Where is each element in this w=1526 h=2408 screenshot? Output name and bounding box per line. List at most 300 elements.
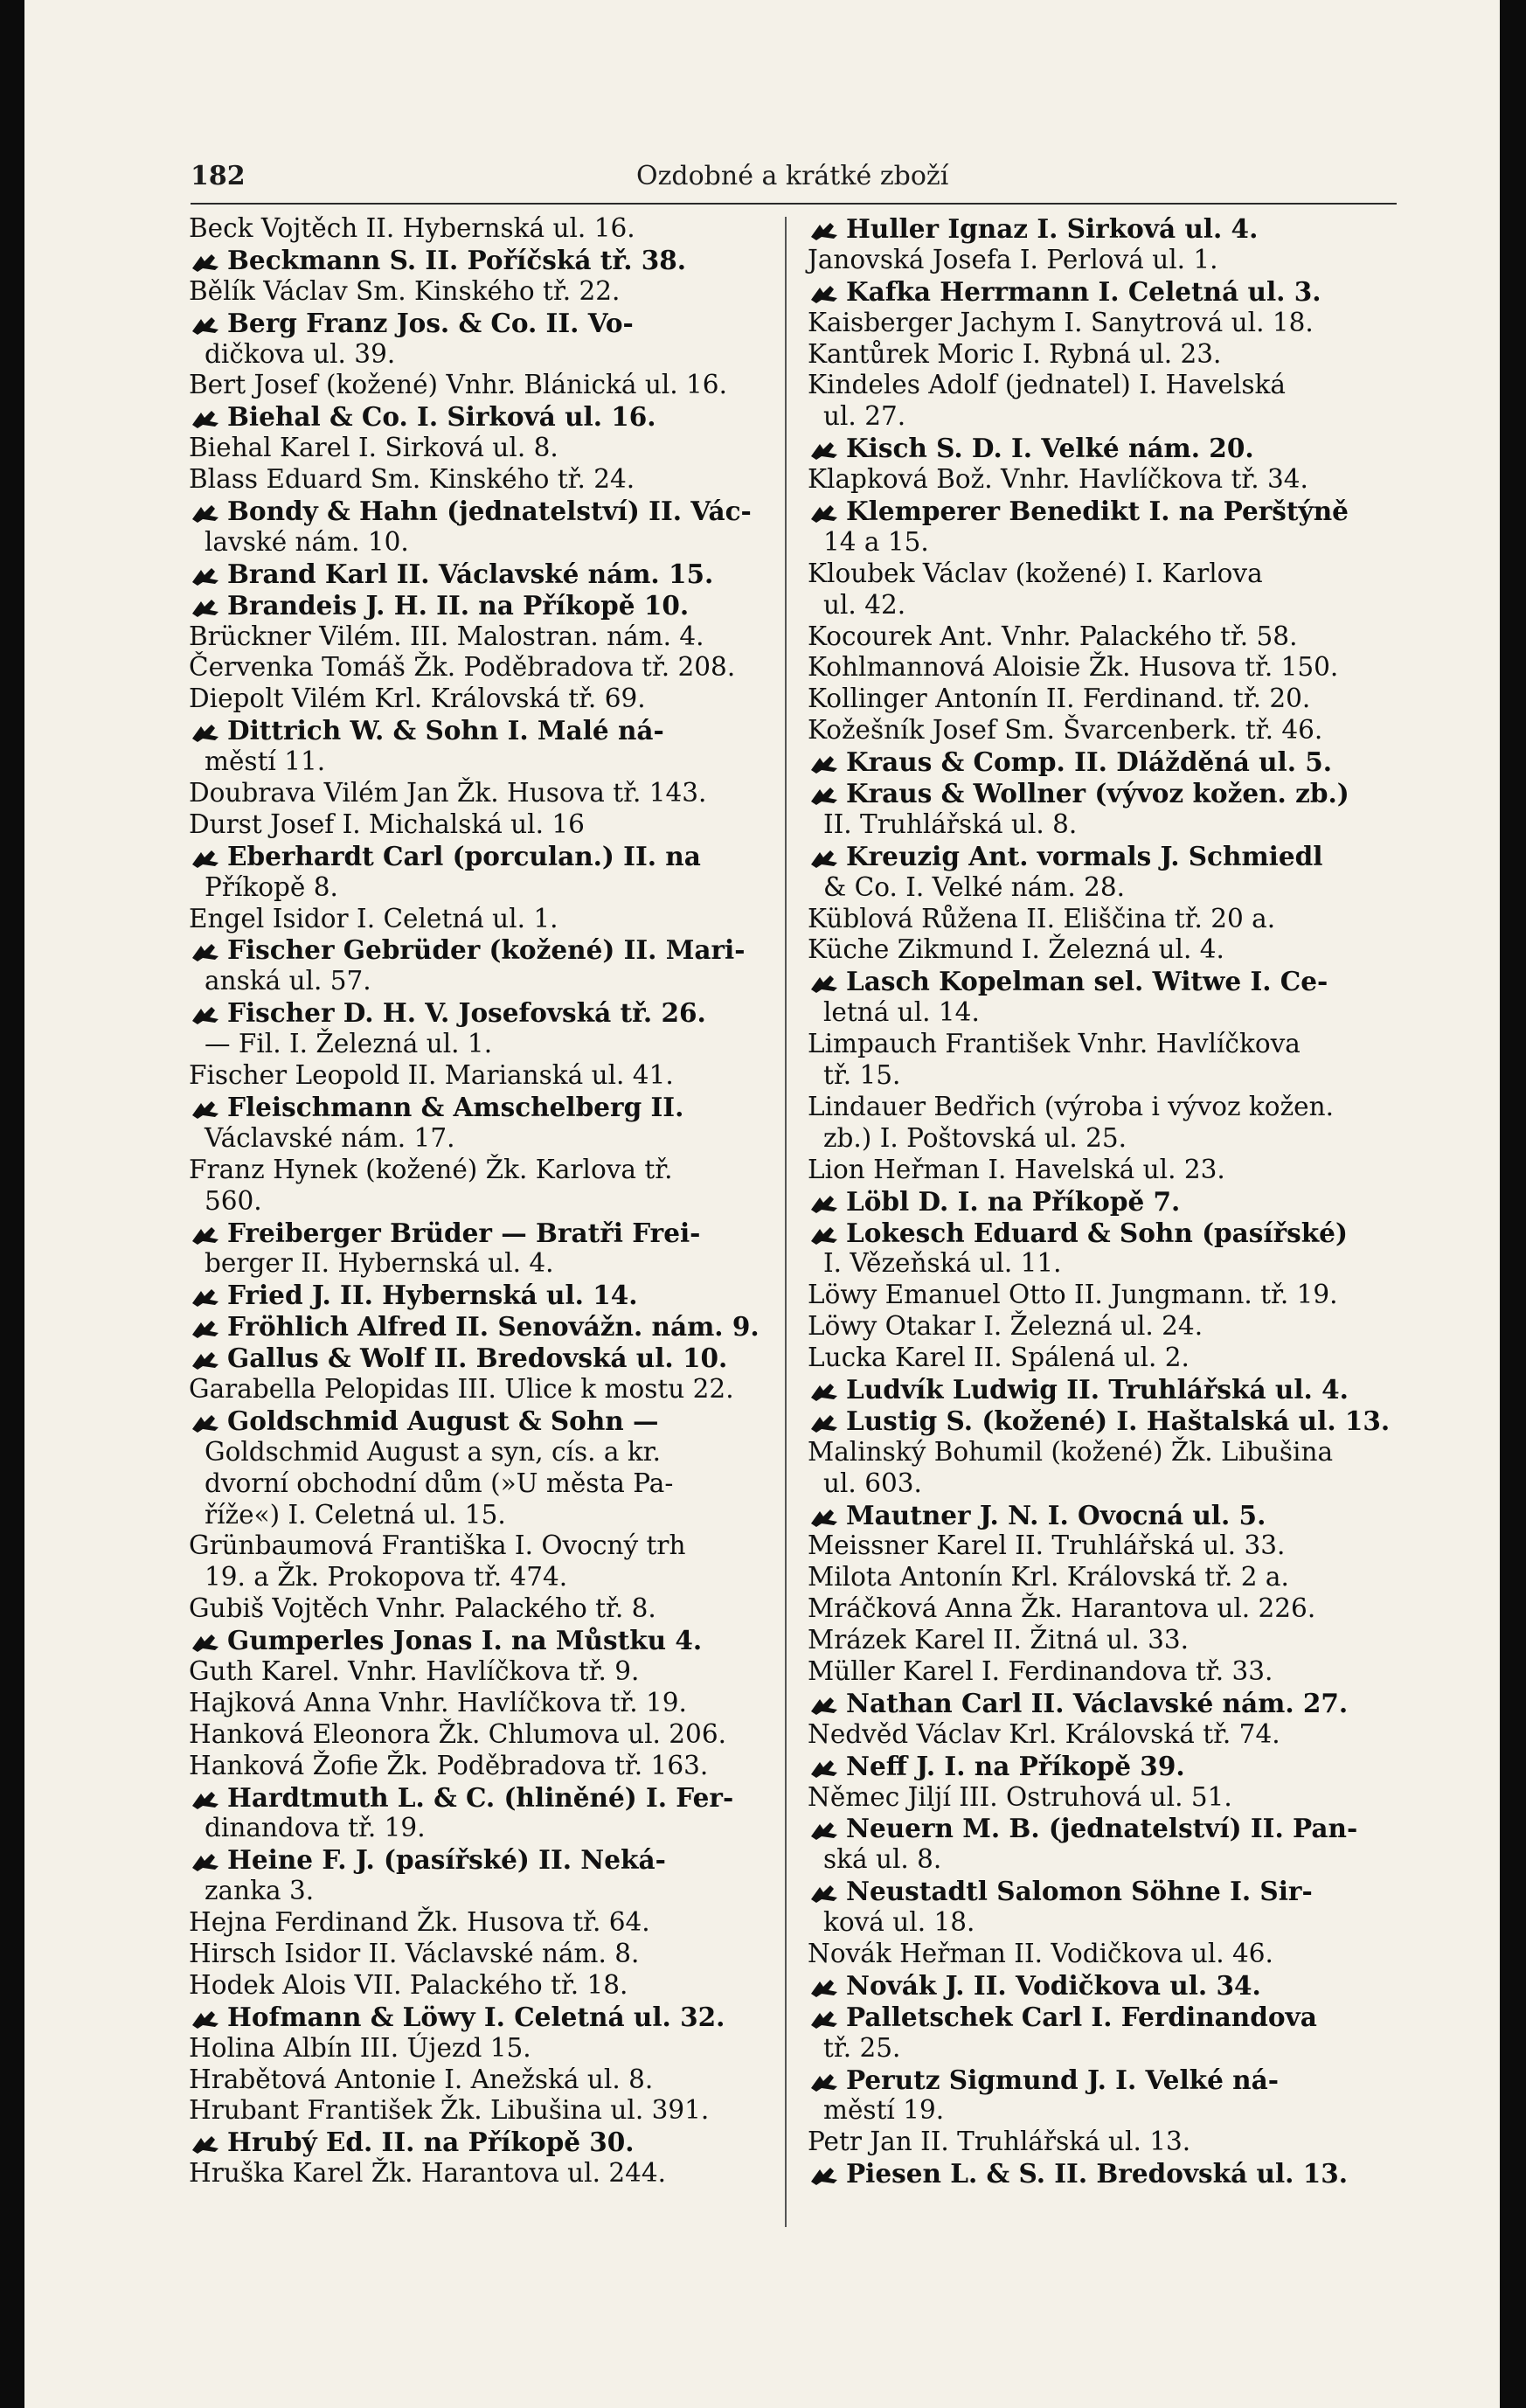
entry-text: Eberhardt Carl (porculan.) II. na bbox=[227, 840, 701, 871]
directory-entry-line bbox=[189, 966, 770, 997]
entry-text: Lion Heřman I. Havelská ul. 23. bbox=[808, 1154, 1225, 1184]
entry-text: Biehal Karel I. Sirková ul. 8. bbox=[189, 433, 558, 463]
entry-text: Goldschmid August & Sohn — bbox=[227, 1405, 659, 1436]
directory-entry-line bbox=[808, 1123, 1402, 1155]
directory-entry-line bbox=[189, 464, 770, 496]
directory-entry-line bbox=[189, 370, 770, 401]
directory-entry-line bbox=[189, 1186, 770, 1218]
pointing-hand-icon bbox=[808, 1757, 846, 1780]
directory-entry-line bbox=[808, 1751, 1402, 1782]
directory-entry-line bbox=[189, 1844, 770, 1876]
directory-entry-line bbox=[189, 652, 770, 684]
entry-text: Goldschmid August a syn, cís. a kr. bbox=[205, 1436, 661, 1467]
entry-text: Kindeles Adolf (jednatel) I. Havelská bbox=[808, 370, 1287, 400]
directory-entry-line bbox=[189, 1751, 770, 1782]
directory-entry-line bbox=[808, 1218, 1402, 1249]
directory-entry-line bbox=[189, 2002, 770, 2033]
entry-text: Hajková Anna Vnhr. Havlíčkova tř. 19. bbox=[189, 1687, 687, 1718]
pointing-hand-icon bbox=[808, 1819, 846, 1842]
entry-text: Hofmann & Löwy I. Celetná ul. 32. bbox=[227, 2001, 725, 2032]
directory-entry-line bbox=[189, 809, 770, 841]
directory-entry-line bbox=[189, 1688, 770, 1719]
entry-text: Fischer Leopold II. Marianská ul. 41. bbox=[189, 1060, 674, 1091]
pointing-hand-icon bbox=[808, 1882, 846, 1905]
entry-text: II. Truhlářská ul. 8. bbox=[823, 808, 1078, 839]
pointing-hand-icon bbox=[189, 721, 227, 744]
directory-entry-line bbox=[189, 245, 770, 276]
entry-text: Hruška Karel Žk. Harantova ul. 244. bbox=[189, 2158, 667, 2189]
directory-entry-line bbox=[808, 1468, 1402, 1500]
entry-text: městí 19. bbox=[823, 2095, 945, 2126]
directory-entry-line bbox=[189, 2095, 770, 2127]
directory-entry-line bbox=[808, 872, 1402, 904]
pointing-hand-icon bbox=[808, 2071, 846, 2093]
pointing-hand-icon bbox=[189, 847, 227, 870]
entry-text: zanka 3. bbox=[205, 1876, 315, 1906]
pointing-hand-icon bbox=[189, 1224, 227, 1246]
directory-entry-line bbox=[189, 1530, 770, 1562]
entry-text: Doubrava Vilém Jan Žk. Husova tř. 143. bbox=[189, 778, 707, 808]
directory-entry-line bbox=[808, 1688, 1402, 1719]
directory-entry-line bbox=[808, 1280, 1402, 1311]
entry-text: Durst Josef I. Michalská ul. 16 bbox=[189, 808, 585, 839]
directory-entry-line bbox=[808, 1813, 1402, 1844]
page-title: Ozdobné a krátké zboží bbox=[636, 161, 949, 191]
entry-text: Löwy Otakar I. Železná ul. 24. bbox=[808, 1311, 1203, 1342]
pointing-hand-icon bbox=[808, 847, 846, 870]
directory-entry-line bbox=[808, 1719, 1402, 1751]
entry-text: tř. 25. bbox=[823, 2032, 901, 2063]
pointing-hand-icon bbox=[189, 596, 227, 619]
directory-entry-line bbox=[189, 621, 770, 653]
entry-text: Holina Albín III. Újezd 15. bbox=[189, 2032, 531, 2063]
entry-text: Nathan Carl II. Václavské nám. 27. bbox=[846, 1687, 1349, 1718]
directory-entry-line bbox=[808, 934, 1402, 966]
pointing-hand-icon bbox=[808, 502, 846, 524]
directory-entry-line bbox=[189, 1029, 770, 1060]
directory-entry-line bbox=[808, 213, 1402, 245]
directory-entry-line bbox=[808, 1593, 1402, 1625]
entry-text: Mráčková Anna Žk. Harantova ul. 226. bbox=[808, 1593, 1316, 1624]
directory-entry-line bbox=[189, 746, 770, 778]
entry-text: Lindauer Bedřich (výroba i vývoz kožen. bbox=[808, 1091, 1334, 1121]
directory-entry-line bbox=[808, 1500, 1402, 1531]
entry-text: Heine F. J. (pasířské) II. Neká- bbox=[227, 1844, 666, 1876]
entry-text: Novák Heřman II. Vodičkova ul. 46. bbox=[808, 1938, 1273, 1968]
entry-text: Dittrich W. & Sohn I. Malé ná- bbox=[227, 715, 664, 746]
entry-text: Beckmann S. II. Poříčská tř. 38. bbox=[227, 244, 687, 275]
directory-entry-line bbox=[189, 1280, 770, 1311]
directory-entry-line bbox=[189, 433, 770, 464]
entry-text: Kraus & Wollner (vývoz kožen. zb.) bbox=[846, 778, 1349, 809]
entry-text: Janovská Josefa I. Perlová ul. 1. bbox=[808, 244, 1218, 274]
entry-text: Brandeis J. H. II. na Příkopě 10. bbox=[227, 589, 690, 621]
directory-entry-line bbox=[808, 652, 1402, 684]
entry-text: městí 11. bbox=[205, 746, 326, 777]
column-divider bbox=[785, 217, 787, 2227]
pointing-hand-icon bbox=[189, 565, 227, 587]
entry-text: Gubiš Vojtěch Vnhr. Palackého tř. 8. bbox=[189, 1593, 656, 1624]
entry-text: Fried J. II. Hybernská ul. 14. bbox=[227, 1280, 638, 1311]
directory-entry-line bbox=[808, 1248, 1402, 1280]
directory-entry-line bbox=[808, 1876, 1402, 1907]
entry-text: Berg Franz Jos. & Co. II. Vo- bbox=[227, 307, 634, 338]
entry-text: Lokesch Eduard & Sohn (pasířské) bbox=[846, 1217, 1348, 1248]
directory-entry-line bbox=[808, 1311, 1402, 1343]
pointing-hand-icon bbox=[808, 1380, 846, 1403]
directory-entry-line bbox=[189, 1248, 770, 1280]
entry-text: Kožešník Josef Sm. Švarcenberk. tř. 46. bbox=[808, 715, 1323, 746]
directory-entry-line bbox=[189, 997, 770, 1029]
entry-text: Kisch S. D. I. Velké nám. 20. bbox=[846, 433, 1254, 464]
pointing-hand-icon bbox=[808, 219, 846, 242]
pointing-hand-icon bbox=[808, 439, 846, 461]
directory-entry-line bbox=[189, 213, 770, 245]
directory-entry-line bbox=[808, 2064, 1402, 2096]
pointing-hand-icon bbox=[808, 1506, 846, 1529]
directory-entry-line bbox=[808, 2095, 1402, 2127]
directory-entry-line bbox=[808, 684, 1402, 715]
entry-text: I. Vězeňská ul. 11. bbox=[823, 1248, 1062, 1279]
directory-entry-line bbox=[189, 590, 770, 621]
pointing-hand-icon bbox=[189, 940, 227, 963]
directory-entry-line bbox=[189, 276, 770, 308]
entry-text: Fleischmann & Amschelberg II. bbox=[227, 1091, 684, 1122]
directory-entry-line bbox=[808, 1405, 1402, 1437]
directory-entry-line bbox=[189, 1437, 770, 1468]
directory-entry-line bbox=[189, 559, 770, 590]
directory-entry-line bbox=[808, 1844, 1402, 1876]
pointing-hand-icon bbox=[808, 1694, 846, 1717]
entry-text: Perutz Sigmund J. I. Velké ná- bbox=[846, 2064, 1279, 2095]
entry-text: Lucka Karel II. Spálená ul. 2. bbox=[808, 1343, 1190, 1373]
entry-text: Neff J. I. na Příkopě 39. bbox=[846, 1750, 1185, 1781]
page-number: 182 bbox=[191, 161, 246, 191]
entry-text: tř. 15. bbox=[823, 1060, 901, 1091]
pointing-hand-icon bbox=[189, 1317, 227, 1340]
directory-entry-line bbox=[189, 1092, 770, 1123]
directory-entry-line bbox=[189, 1813, 770, 1844]
entry-text: Kocourek Ant. Vnhr. Palackého tř. 58. bbox=[808, 621, 1298, 651]
entry-text: Brückner Vilém. III. Malostran. nám. 4. bbox=[189, 621, 704, 651]
directory-entry-line bbox=[808, 1656, 1402, 1688]
entry-text: Franz Hynek (kožené) Žk. Karlova tř. bbox=[189, 1154, 673, 1184]
directory-entry-line bbox=[189, 1060, 770, 1092]
directory-entry-line bbox=[189, 1218, 770, 1249]
entry-text: Palletschek Carl I. Ferdinandova bbox=[846, 2001, 1317, 2032]
entry-text: Neustadtl Salomon Söhne I. Sir- bbox=[846, 1876, 1313, 1907]
entry-text: 19. a Žk. Prokopova tř. 474. bbox=[205, 1562, 568, 1593]
pointing-hand-icon bbox=[808, 753, 846, 775]
entry-text: Gumperles Jonas I. na Můstku 4. bbox=[227, 1625, 703, 1656]
directory-entry-line bbox=[808, 1343, 1402, 1374]
directory-entry-line bbox=[189, 2033, 770, 2064]
entry-text: Hrubant František Žk. Libušina ul. 391. bbox=[189, 2095, 710, 2126]
directory-entry-line bbox=[189, 1970, 770, 2002]
directory-entry-line bbox=[189, 684, 770, 715]
directory-entry-line bbox=[808, 245, 1402, 276]
directory-entry-line bbox=[808, 966, 1402, 997]
directory-entry-line bbox=[808, 1186, 1402, 1218]
directory-entry-line bbox=[808, 1374, 1402, 1405]
entry-text: berger II. Hybernská ul. 4. bbox=[205, 1248, 554, 1279]
directory-entry-line bbox=[808, 590, 1402, 621]
pointing-hand-icon bbox=[189, 1850, 227, 1873]
directory-entry-line bbox=[189, 1656, 770, 1688]
directory-entry-line bbox=[808, 559, 1402, 590]
entry-text: Lasch Kopelman sel. Witwe I. Ce- bbox=[846, 966, 1328, 997]
pointing-hand-icon bbox=[189, 1631, 227, 1654]
pointing-hand-icon bbox=[808, 2164, 846, 2187]
directory-entry-line bbox=[808, 1155, 1402, 1186]
directory-entry-line bbox=[189, 2127, 770, 2158]
directory-entry-line bbox=[808, 1060, 1402, 1092]
entry-text: Hejna Ferdinand Žk. Husova tř. 64. bbox=[189, 1907, 650, 1938]
entry-text: Diepolt Vilém Krl. Královská tř. 69. bbox=[189, 684, 646, 714]
entry-text: Fischer Gebrüder (kožené) II. Mari- bbox=[227, 934, 746, 966]
directory-entry-line bbox=[189, 1593, 770, 1625]
entry-text: Milota Antonín Krl. Královská tř. 2 a. bbox=[808, 1562, 1289, 1593]
pointing-hand-icon bbox=[808, 1976, 846, 1999]
entry-text: Engel Isidor I. Celetná ul. 1. bbox=[189, 903, 558, 933]
entry-text: Küblová Růžena II. Eliščina tř. 20 a. bbox=[808, 903, 1276, 933]
directory-entry-line bbox=[808, 715, 1402, 746]
entry-text: ská ul. 8. bbox=[823, 1844, 942, 1875]
directory-entry-line bbox=[808, 308, 1402, 339]
directory-entry-line bbox=[808, 809, 1402, 841]
directory-entry-line bbox=[189, 1876, 770, 1907]
entry-text: Bondy & Hahn (jednatelství) II. Vác- bbox=[227, 496, 752, 527]
directory-entry-line bbox=[189, 904, 770, 935]
directory-entry-line bbox=[808, 496, 1402, 527]
entry-text: ul. 603. bbox=[823, 1468, 922, 1498]
directory-entry-line bbox=[189, 401, 770, 433]
directory-entry-line bbox=[189, 1939, 770, 1970]
directory-entry-line bbox=[808, 433, 1402, 464]
directory-entry-line bbox=[189, 1625, 770, 1656]
directory-entry-line bbox=[808, 841, 1402, 872]
entry-text: Klemperer Benedikt I. na Perštýně bbox=[846, 496, 1349, 527]
entry-text: dičkova ul. 39. bbox=[205, 338, 396, 369]
directory-entry-line bbox=[808, 2158, 1402, 2189]
directory-entry-line bbox=[189, 934, 770, 966]
entry-text: Lustig S. (kožené) I. Haštalská ul. 13. bbox=[846, 1405, 1391, 1436]
entry-text: Červenka Tomáš Žk. Poděbradova tř. 208. bbox=[189, 652, 736, 683]
directory-entry-line bbox=[189, 1719, 770, 1751]
directory-entry-line bbox=[808, 1907, 1402, 1939]
entry-text: Grünbaumová Františka I. Ovocný trh bbox=[189, 1530, 686, 1561]
entry-text: Hrabětová Antonie I. Anežská ul. 8. bbox=[189, 2064, 654, 2094]
entry-text: Piesen L. & S. II. Bredovská ul. 13. bbox=[846, 2158, 1349, 2189]
pointing-hand-icon bbox=[189, 1788, 227, 1811]
entry-text: Němec Jiljí III. Ostruhová ul. 51. bbox=[808, 1781, 1232, 1812]
entry-text: dvorní obchodní dům (»U města Pa- bbox=[205, 1468, 674, 1498]
entry-text: Huller Ignaz I. Sirková ul. 4. bbox=[846, 213, 1259, 244]
pointing-hand-icon bbox=[189, 1286, 227, 1308]
entry-text: Hanková Eleonora Žk. Chlumova ul. 206. bbox=[189, 1718, 726, 1749]
entry-text: Klapková Bož. Vnhr. Havlíčkova tř. 34. bbox=[808, 464, 1308, 495]
directory-entry-line bbox=[808, 621, 1402, 653]
entry-text: lavské nám. 10. bbox=[205, 526, 409, 557]
entry-text: dinandova tř. 19. bbox=[205, 1813, 426, 1843]
pointing-hand-icon bbox=[189, 502, 227, 524]
directory-entry-line bbox=[189, 1123, 770, 1155]
directory-entry-line bbox=[189, 2158, 770, 2189]
pointing-hand-icon bbox=[189, 2133, 227, 2155]
pointing-hand-icon bbox=[189, 1349, 227, 1371]
directory-entry-line bbox=[189, 308, 770, 339]
entry-text: 560. bbox=[205, 1185, 262, 1216]
entry-text: Novák J. II. Vodičkova ul. 34. bbox=[846, 1969, 1261, 2001]
directory-entry-line bbox=[808, 1782, 1402, 1814]
directory-entry-line bbox=[189, 496, 770, 527]
entry-text: Löwy Emanuel Otto II. Jungmann. tř. 19. bbox=[808, 1280, 1338, 1310]
directory-entry-line bbox=[189, 841, 770, 872]
entry-text: Ludvík Ludwig II. Truhlářská ul. 4. bbox=[846, 1373, 1349, 1405]
entry-text: Bělík Václav Sm. Kinského tř. 22. bbox=[189, 275, 621, 306]
page-header bbox=[191, 150, 1397, 203]
entry-text: Guth Karel. Vnhr. Havlíčkova tř. 9. bbox=[189, 1655, 640, 1686]
entry-text: ková ul. 18. bbox=[823, 1907, 975, 1938]
left-column bbox=[189, 213, 770, 2189]
entry-text: Kantůrek Moric I. Rybná ul. 23. bbox=[808, 338, 1222, 369]
entry-text: ul. 42. bbox=[823, 589, 906, 620]
entry-text: — Fil. I. Železná ul. 1. bbox=[205, 1029, 493, 1059]
entry-text: letná ul. 14. bbox=[823, 997, 980, 1028]
directory-entry-line bbox=[808, 1625, 1402, 1656]
pointing-hand-icon bbox=[189, 1098, 227, 1121]
directory-entry-line bbox=[189, 1374, 770, 1405]
pointing-hand-icon bbox=[189, 407, 227, 430]
entry-text: Gallus & Wolf II. Bredovská ul. 10. bbox=[227, 1343, 728, 1374]
entry-text: Müller Karel I. Ferdinandova tř. 33. bbox=[808, 1655, 1273, 1686]
directory-entry-line bbox=[189, 1907, 770, 1939]
directory-entry-line bbox=[189, 1155, 770, 1186]
pointing-hand-icon bbox=[189, 1412, 227, 1434]
directory-entry-line bbox=[808, 778, 1402, 809]
entry-text: Mautner J. N. I. Ovocná ul. 5. bbox=[846, 1499, 1266, 1530]
pointing-hand-icon bbox=[808, 972, 846, 995]
directory-entry-line bbox=[808, 2127, 1402, 2158]
pointing-hand-icon bbox=[808, 1192, 846, 1215]
pointing-hand-icon bbox=[808, 784, 846, 807]
entry-text: Nedvěd Václav Krl. Královská tř. 74. bbox=[808, 1718, 1280, 1749]
right-column bbox=[808, 213, 1402, 2189]
directory-entry-line bbox=[189, 1500, 770, 1531]
directory-entry-line bbox=[808, 339, 1402, 371]
pointing-hand-icon bbox=[808, 282, 846, 305]
entry-text: Kafka Herrmann I. Celetná ul. 3. bbox=[846, 275, 1321, 307]
directory-entry-line bbox=[189, 1311, 770, 1343]
entry-text: Blass Eduard Sm. Kinského tř. 24. bbox=[189, 464, 635, 495]
entry-text: Kaisberger Jachym I. Sanytrová ul. 18. bbox=[808, 307, 1314, 337]
directory-entry-line bbox=[189, 2064, 770, 2096]
directory-entry-line bbox=[808, 904, 1402, 935]
directory-entry-line bbox=[189, 778, 770, 809]
entry-text: Meissner Karel II. Truhlářská ul. 33. bbox=[808, 1530, 1286, 1561]
directory-entry-line bbox=[808, 527, 1402, 559]
entry-text: Biehal & Co. I. Sirková ul. 16. bbox=[227, 401, 656, 433]
entry-text: zb.) I. Poštovská ul. 25. bbox=[823, 1122, 1127, 1153]
directory-entry-line bbox=[808, 2002, 1402, 2033]
directory-entry-line bbox=[808, 746, 1402, 778]
directory-entry-line bbox=[189, 527, 770, 559]
directory-entry-line bbox=[808, 464, 1402, 496]
directory-entry-line bbox=[808, 2033, 1402, 2064]
directory-entry-line bbox=[808, 370, 1402, 401]
directory-entry-line bbox=[189, 1782, 770, 1814]
pointing-hand-icon bbox=[189, 314, 227, 337]
directory-entry-line bbox=[808, 1530, 1402, 1562]
directory-page bbox=[24, 0, 1500, 2408]
entry-text: Küche Zikmund I. Železná ul. 4. bbox=[808, 934, 1224, 965]
entry-text: Limpauch František Vnhr. Havlíčkova bbox=[808, 1029, 1301, 1059]
pointing-hand-icon bbox=[189, 251, 227, 274]
entry-text: Hanková Žofie Žk. Poděbradova tř. 163. bbox=[189, 1750, 709, 1780]
directory-entry-line bbox=[808, 1562, 1402, 1593]
entry-text: Petr Jan II. Truhlářská ul. 13. bbox=[808, 2127, 1191, 2157]
pointing-hand-icon bbox=[808, 1412, 846, 1434]
entry-text: Václavské nám. 17. bbox=[205, 1122, 455, 1153]
entry-text: Fröhlich Alfred II. Senovážn. nám. 9. bbox=[227, 1311, 760, 1343]
directory-entry-line bbox=[808, 401, 1402, 433]
entry-text: Löbl D. I. na Příkopě 7. bbox=[846, 1185, 1181, 1217]
entry-text: Kohlmannová Aloisie Žk. Husova tř. 150. bbox=[808, 652, 1339, 683]
entry-text: Malinský Bohumil (kožené) Žk. Libušina bbox=[808, 1436, 1334, 1467]
directory-entry-line bbox=[808, 1939, 1402, 1970]
directory-entry-line bbox=[808, 997, 1402, 1029]
entry-text: Fischer D. H. V. Josefovská tř. 26. bbox=[227, 997, 706, 1029]
directory-entry-line bbox=[189, 715, 770, 746]
entry-text: Freiberger Brüder — Bratři Frei- bbox=[227, 1217, 701, 1248]
pointing-hand-icon bbox=[808, 2008, 846, 2030]
directory-entry-line bbox=[189, 1405, 770, 1437]
directory-entry-line bbox=[808, 1029, 1402, 1060]
directory-entry-line bbox=[808, 1970, 1402, 2002]
directory-entry-line bbox=[189, 1468, 770, 1500]
directory-entry-line bbox=[808, 1437, 1402, 1468]
entry-text: 14 a 15. bbox=[823, 526, 929, 557]
entry-text: Kraus & Comp. II. Dlážděná ul. 5. bbox=[846, 746, 1333, 778]
entry-text: Hrubý Ed. II. na Příkopě 30. bbox=[227, 2127, 635, 2158]
entry-text: Kloubek Václav (kožené) I. Karlova bbox=[808, 558, 1263, 588]
entry-text: Hardtmuth L. & C. (hliněné) I. Fer- bbox=[227, 1781, 734, 1813]
entry-text: & Co. I. Velké nám. 28. bbox=[823, 871, 1126, 902]
entry-text: Bert Josef (kožené) Vnhr. Blánická ul. 16. bbox=[189, 370, 727, 400]
entry-text: říže«) I. Celetná ul. 15. bbox=[205, 1499, 506, 1530]
pointing-hand-icon bbox=[808, 1224, 846, 1246]
entry-text: Kollinger Antonín II. Ferdinand. tř. 20. bbox=[808, 684, 1311, 714]
directory-entry-line bbox=[808, 276, 1402, 308]
entry-text: Mrázek Karel II. Žitná ul. 33. bbox=[808, 1625, 1190, 1655]
entry-text: Hirsch Isidor II. Václavské nám. 8. bbox=[189, 1938, 640, 1968]
entry-text: Garabella Pelopidas III. Ulice k mostu 22. bbox=[189, 1373, 734, 1404]
pointing-hand-icon bbox=[189, 1003, 227, 1026]
entry-text: Brand Karl II. Václavské nám. 15. bbox=[227, 558, 714, 589]
entry-text: Příkopě 8. bbox=[205, 871, 338, 902]
entry-text: Hodek Alois VII. Palackého tř. 18. bbox=[189, 1969, 628, 2000]
entry-text: Neuern M. B. (jednatelství) II. Pan- bbox=[846, 1813, 1358, 1844]
directory-entry-line bbox=[808, 1092, 1402, 1123]
header-rule bbox=[191, 203, 1397, 205]
directory-entry-line bbox=[189, 1343, 770, 1374]
directory-entry-line bbox=[189, 339, 770, 371]
directory-entry-line bbox=[189, 872, 770, 904]
entry-text: Beck Vojtěch II. Hybernská ul. 16. bbox=[189, 213, 635, 243]
entry-text: ul. 27. bbox=[823, 401, 906, 432]
entry-text: anská ul. 57. bbox=[205, 966, 371, 996]
entry-text: Kreuzig Ant. vormals J. Schmiedl bbox=[846, 840, 1323, 871]
